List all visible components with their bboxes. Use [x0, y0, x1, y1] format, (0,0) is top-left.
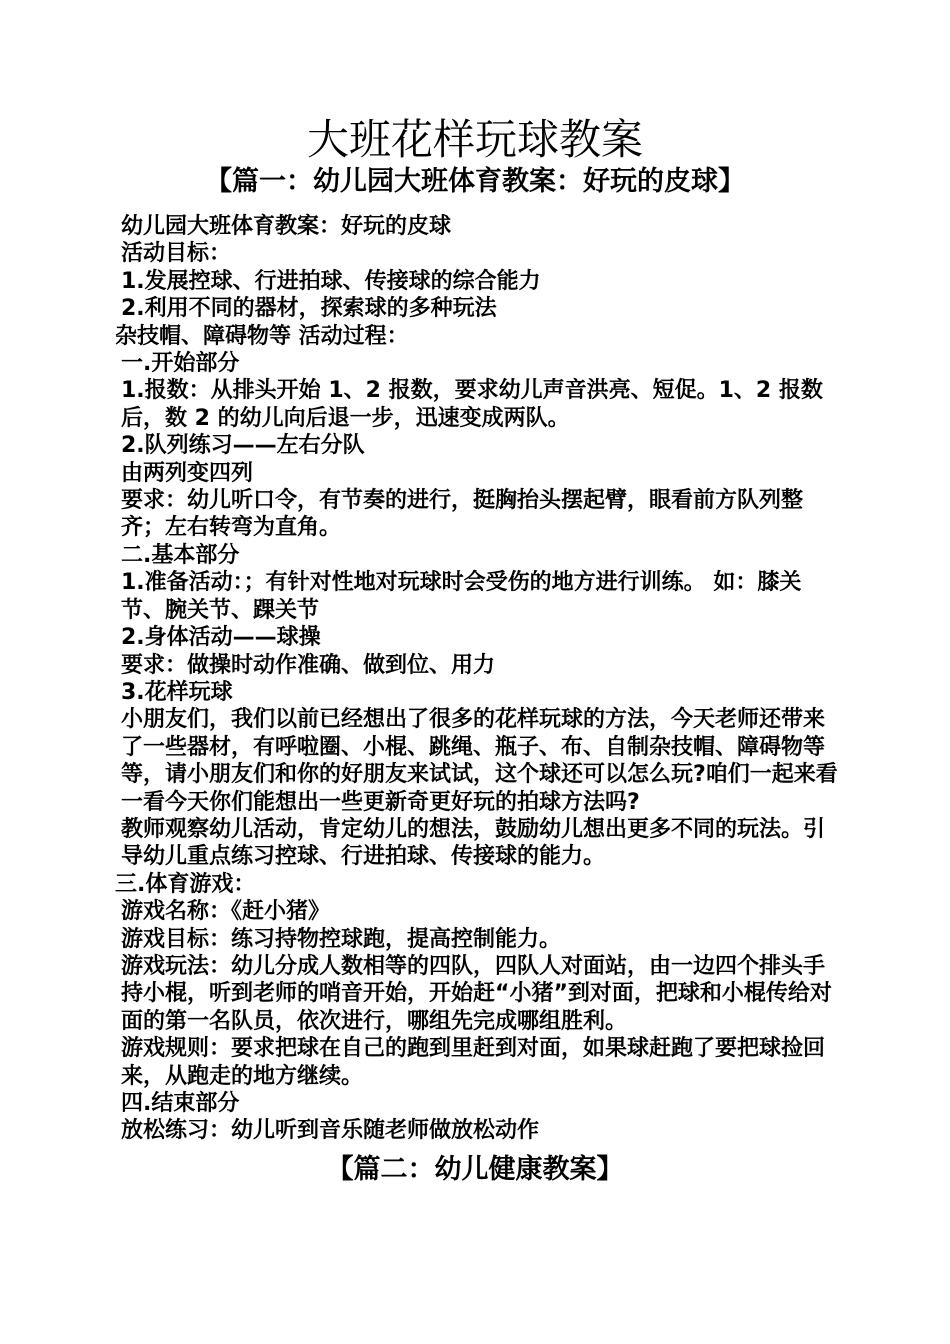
paragraph: 幼儿园大班体育教案：好玩的皮球	[121, 214, 452, 239]
section-heading-2: 【篇二：幼儿健康教案】	[326, 1154, 624, 1185]
paragraph: 2.利用不同的器材，探索球的多种玩法	[121, 296, 497, 322]
paragraph: 游戏目标：练习持物控球跑，提高控制能力。	[121, 926, 562, 952]
paragraph: 放松练习：幼儿听到音乐随老师做放松动作	[121, 1118, 540, 1144]
paragraph: 游戏玩法：幼儿分成人数相等的四队，四队人对面站，由一边四个排头手持小棍，听到老师的哨音开始，开始赶“小猪”到对面，把球和小棍传给对面的第一名队员，依次进行，哪组先完成哪组胜利。	[121, 953, 832, 1034]
paragraph: 二.基本部分	[121, 542, 240, 568]
paragraph: 2.队列练习——左右分队	[121, 433, 365, 459]
paragraph: 三.体育游戏：	[115, 871, 256, 897]
paragraph: 小朋友们，我们以前已经想出了很多的花样玩球的方法，今天老师还带来了一些器材，有呼啦圈、小棍、跳绳、瓶子、布、自制杂技帽、障碍物等等，请小朋友们和你的好朋友来试试，这个球还可以怎么玩?咱们一起来看一看今天你们能想出一些更新奇更好玩的拍球方法吗?	[121, 707, 838, 815]
paragraph: 游戏名称：《赶小猪》	[121, 899, 331, 925]
paragraph: 3.花样玩球	[121, 679, 233, 705]
paragraph: 教师观察幼儿活动，肯定幼儿的想法，鼓励幼儿想出更多不同的玩法。引导幼儿重点练习控球、行进拍球、传接球的能力。	[121, 816, 826, 870]
document-body	[115, 213, 840, 1145]
section-heading-1: 【篇一：幼儿园大班体育教案：好玩的皮球】	[205, 166, 745, 197]
paragraph: 要求：幼儿听口令，有节奏的进行，挺胸抬头摆起臂，眼看前方队列整齐；左右转弯为直角。	[121, 488, 804, 541]
paragraph: 一.开始部分	[121, 351, 240, 377]
paragraph: 1.报数：从排头开始 1、2 报数，要求幼儿声音洪亮、短促。1、2 报数后，数 2 的幼儿向后退一步，迅速变成两队。	[121, 378, 823, 431]
paragraph: 四.结束部分	[121, 1091, 240, 1116]
paragraph: 游戏规则：要求把球在自己的跑到里赶到对面，如果球赶跑了要把球捡回来，从跑走的地方继续。	[121, 1036, 826, 1089]
paragraph: 2.身体活动——球操	[121, 625, 321, 651]
document-title: 大班花样玩球教案	[306, 115, 643, 164]
paragraph: 1.发展控球、行进拍球、传接球的综合能力	[121, 268, 541, 294]
paragraph: 要求：做操时动作准确、做到位、用力	[121, 652, 496, 678]
paragraph: 活动目标：	[121, 241, 232, 267]
paragraph: 杂技帽、障碍物等 活动过程：	[115, 323, 409, 349]
paragraph: 1.准备活动：；有针对性地对玩球时会受伤的地方进行训练。 如：膝关节、腕关节、踝关节	[121, 570, 802, 623]
paragraph: 由两列变四列	[121, 460, 254, 486]
